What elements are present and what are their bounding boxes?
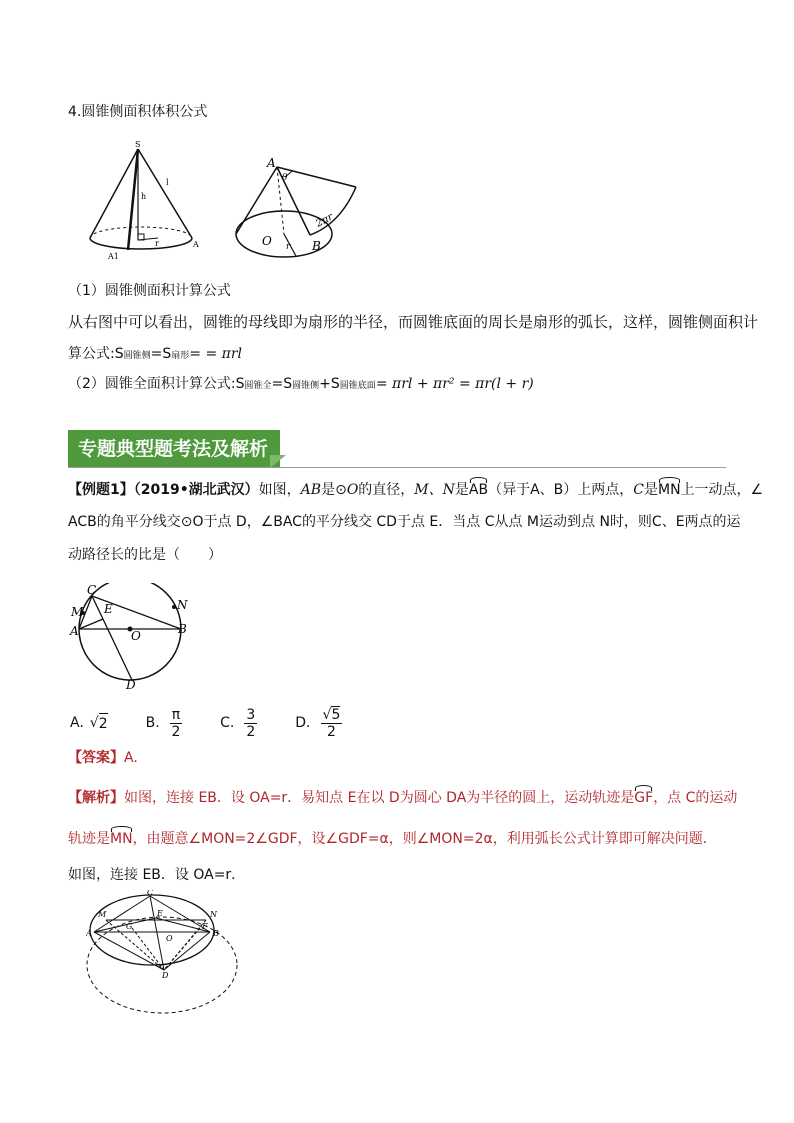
label-c: C xyxy=(87,583,97,597)
label-arc: 2πr xyxy=(314,211,336,230)
line-cd xyxy=(150,896,164,970)
total-formula: （2）圆锥全面积计算公式:S圆锥全=S圆锥侧+S圆锥底面= πrl + πr² = πr(l + r) xyxy=(68,376,534,392)
label-b: B xyxy=(312,239,321,253)
label-b: B xyxy=(213,929,219,938)
analysis-line1: 【解析】如图，连接 EB．设 OA=r．易知点 E在以 D为圆心 DA为半径的圆上，运动轨迹是GF，点 C的运动 xyxy=(68,790,738,806)
lateral-line1: 从右图中可以看出，圆锥的母线即为扇形的半径，而圆锥底面的周长是扇形的弧长，这样，圆锥侧面积计 xyxy=(68,313,759,331)
option-c[interactable]: C. $\frac{3}{2}$ xyxy=(220,706,256,740)
analysis-line2: 轨迹是MN，由题意∠MON=2∠GDF，设∠GDF=α，则∠MON=2α，利用弧长公式计算即可解决问题． xyxy=(68,831,717,847)
label-o: O xyxy=(131,629,141,643)
label-s: S xyxy=(135,140,141,149)
example-line3: 动路径长的比是（ ） xyxy=(68,547,222,563)
option-a[interactable]: A. √ 2 xyxy=(70,713,108,734)
line-ad xyxy=(94,932,164,970)
cone-base-back xyxy=(90,227,192,238)
label-l: l xyxy=(166,178,169,187)
option-d[interactable]: D. $\frac{√5}{2}$ xyxy=(295,706,341,740)
sector-arc xyxy=(310,187,356,235)
solution-figure xyxy=(86,890,240,1016)
label-a: A xyxy=(70,624,79,638)
label-a: A xyxy=(193,240,199,249)
option-b[interactable]: B. $\frac{\pi}{2}$ xyxy=(145,706,181,740)
lateral-title: （1）圆锥侧面积计算公式 xyxy=(68,283,231,299)
section-banner: 专题典型题考法及解析 xyxy=(68,430,280,468)
label-a: A xyxy=(267,156,276,170)
solution-line1: 如图，连接 EB．设 OA=r． xyxy=(68,867,246,883)
lateral-formula: 算公式:S圆锥侧=S扇形= = πrl xyxy=(68,346,242,362)
cone-figure xyxy=(80,135,215,265)
label-n: N xyxy=(210,910,217,919)
cone-sector-figure xyxy=(232,152,362,264)
label-f: F xyxy=(202,922,208,931)
label-d: D xyxy=(162,971,169,980)
circle-figure xyxy=(68,583,198,691)
example-line2: ACB的角平分线交⊙O于点 D，∠BAC的平分线交 CD于点 E．当点 C从点 M运动到点 N时，则C、E两点的运 xyxy=(68,514,741,530)
label-c: C xyxy=(147,890,154,897)
label-theta: θ xyxy=(282,173,288,183)
label-a: A xyxy=(86,929,92,938)
label-n: N xyxy=(177,598,188,612)
label-b: B xyxy=(178,622,187,636)
label-g: G xyxy=(126,922,133,931)
label-a1: A1 xyxy=(108,252,119,261)
label-e: E xyxy=(157,909,163,918)
label-r: r xyxy=(155,239,159,248)
sector-edge xyxy=(277,167,356,187)
label-d: D xyxy=(126,678,136,691)
options-row xyxy=(70,707,342,739)
label-m: M xyxy=(71,605,84,619)
sector-cone-left xyxy=(236,167,277,234)
point-n-dot xyxy=(172,605,176,609)
example-line1: 【例题1】（2019•湖北武汉）如图，AB是⊙O的直径，M、N是AB（异于A、B）上两点，C是MN上一动点，∠ xyxy=(68,482,764,498)
label-e: E xyxy=(104,602,113,616)
label-h: h xyxy=(141,192,147,201)
banner-underline xyxy=(68,467,726,468)
label-r: r xyxy=(286,242,291,252)
label-o: O xyxy=(262,234,272,248)
answer-line: 【答案】A. xyxy=(68,750,138,766)
label-m: M xyxy=(98,910,107,919)
label-o: O xyxy=(166,934,173,943)
section-title: 4.圆锥侧面积体积公式 xyxy=(68,104,208,120)
